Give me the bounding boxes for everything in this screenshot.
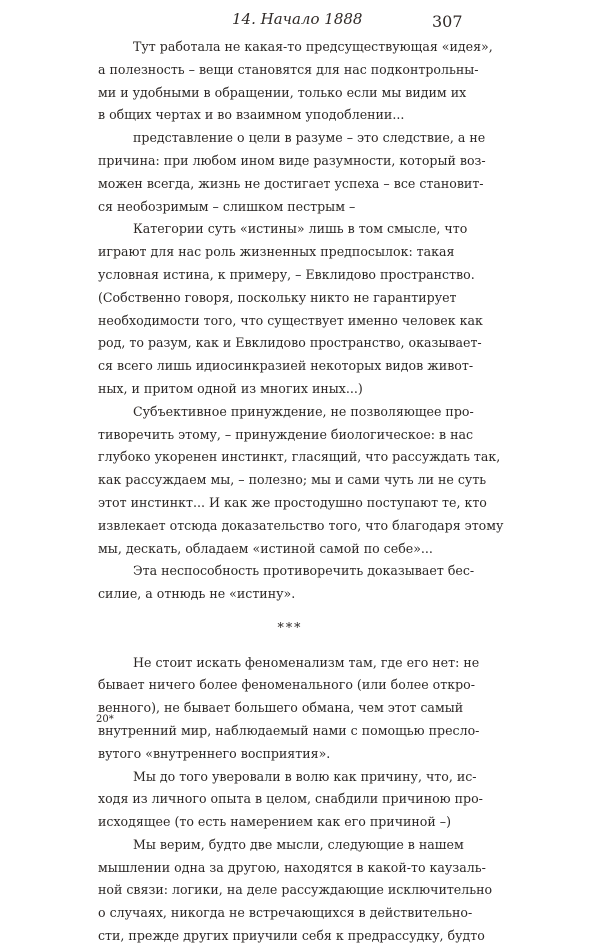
text-line: условная истина, к примеру, – Евклидово пространство. [98,266,475,282]
page-number: 307 [432,12,463,31]
text-line: ми и удобными в обращении, только если мы видим их [98,84,467,100]
text-line: ходя из личного опыта в целом, снабдили причиною про- [98,791,483,807]
page-header [0,6,600,32]
text-line: венного), не бывает большего обмана, чем этот самый [98,700,464,716]
text-line: мы, дескать, обладаем «истиной самой по себе»... [98,540,433,556]
paragraph [98,766,482,834]
text-line: ной связи: логики, на деле рассуждающие исключительно [98,882,493,898]
text-line: можен всегда, жизнь не достигает успеха – все становит- [98,175,484,191]
text-line: играют для нас роль жизненных предпосылок: такая [98,244,455,260]
text-line: представление о цели в разуме – это следствие, а не [133,130,486,146]
running-title: 14. Начало 1888 [232,10,363,28]
text-line: необходимости того, что существует именно человек как [98,312,483,328]
text-line: силие, а отнюдь не «истину». [98,586,296,602]
text-line: Субъективное принуждение, не позволяющее про- [133,403,474,419]
text-line: глубоко укоренен инстинкт, гласящий, что рассуждать так, [98,449,501,465]
paragraph [98,652,482,766]
text-line: тиворечить этому, – принуждение биологическое: в нас [98,426,474,442]
text-line: Не стоит искать феноменализм там, где его нет: не [133,654,480,670]
signature-mark: 20* [96,714,114,725]
text-line: (Собственно говоря, поскольку никто не гарантирует [98,289,457,305]
text-line: ных, и притом одной из многих иных...) [98,380,363,396]
text-line: Тут работала не какая-то предсуществующая «идея», [133,39,493,54]
text-line: Мы до того уверовали в волю как причину, что, ис- [133,768,477,784]
text-line: сти, прежде других приучили себя к предрассудку, будто [98,928,485,944]
text-line: вутого «внутреннего восприятия». [98,745,331,761]
text-line: этот инстинкт... И как же простодушно поступают те, кто [98,494,487,510]
paragraph [98,127,486,218]
text-line: ся необозримым – слишком пестрым – [98,198,356,214]
paragraph [98,834,493,948]
paragraph [98,218,482,400]
paragraph [98,401,504,561]
text-line: причина: при любом ином виде разумности, который воз- [98,152,486,168]
text-line: извлекает отсюда доказательство того, что благодаря этому [98,517,504,533]
text-line: бывает ничего более феноменального (или более откро- [98,677,476,693]
text-line: о случаях, никогда не встречающихся в действительно- [98,905,473,921]
text-line: Категории суть «истины» лишь в том смысле, что [133,221,468,237]
text-line: исходящее (то есть намерением как его причиной –) [98,814,451,830]
paragraph [98,560,482,606]
text-line: Эта неспособность противоречить доказывает бес- [133,563,475,579]
text-line: внутренний мир, наблюдаемый нами с помощью пресло- [98,722,480,738]
text-line: мышлении одна за другою, находятся в какой-то каузаль- [98,859,486,875]
text-line: род, то разум, как и Евклидово пространство, оказывает- [98,335,482,351]
section-gap [98,606,482,652]
text-line: а полезность – вещи становятся для нас подконтрольны- [98,61,479,77]
text-line: Мы верим, будто две мысли, следующие в нашем [133,836,464,852]
paragraph [98,36,493,127]
text-line: как рассуждаем мы, – полезно; мы и сами чуть ли не суть [98,472,487,488]
text-line: в общих чертах и во взаимном уподоблении... [98,107,405,123]
text-line: ся всего лишь идиосинкразией некоторых видов живот- [98,358,474,374]
section-separator: *** [277,619,303,635]
body-text [98,36,504,948]
